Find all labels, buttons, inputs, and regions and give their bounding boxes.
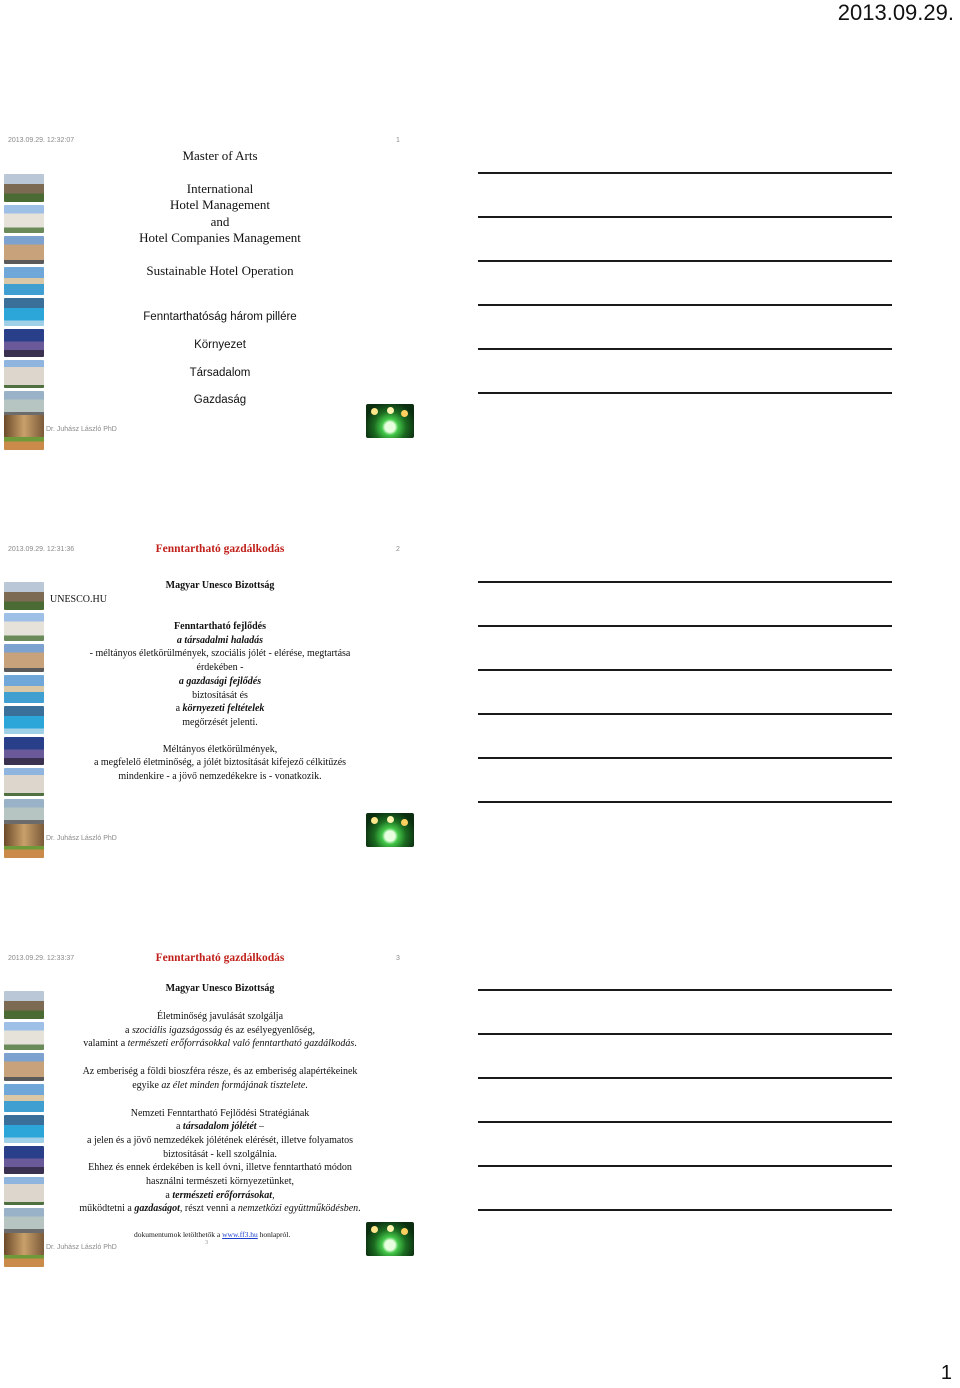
fountain-photo: [366, 404, 414, 438]
note-line: [478, 669, 892, 671]
footer-page-number: 3: [205, 1240, 208, 1246]
body-line: a társadalom jólétét –: [175, 1121, 265, 1133]
note-line: [478, 1165, 892, 1167]
hotel-building-photo: [4, 644, 44, 672]
hotel-tower-photo: [4, 360, 44, 388]
note-line: [478, 216, 892, 218]
org-heading: Magyar Unesco Bizottság: [165, 983, 275, 994]
resort-pool-photo: [4, 1084, 44, 1112]
pillars-heading: Fenntarthatóság három pillére: [143, 311, 297, 323]
body-line: biztosítását és: [192, 689, 248, 701]
note-line: [478, 801, 892, 803]
slide-timestamp: 2013.09.29. 12:33:37: [8, 955, 75, 962]
lobby-photo: [4, 1233, 44, 1255]
note-line: [478, 1121, 892, 1123]
fountain-photo: [366, 1222, 414, 1256]
note-line: [478, 172, 892, 174]
note-line: [478, 713, 892, 715]
photo-strip: [4, 174, 44, 453]
resort-pool-photo: [4, 267, 44, 295]
body-line: Fenntartható fejlődés: [174, 621, 266, 632]
body-line: a természeti erőforrásokat,: [165, 1189, 275, 1201]
body-line: a társadalmi haladás: [176, 634, 264, 646]
hotel-building-photo: [4, 1053, 44, 1081]
body-line: Az emberiség a földi bioszféra része, és az emberiség alapértékeinek: [82, 1066, 358, 1078]
lobby-photo: [4, 415, 44, 437]
title-line: Master of Arts: [182, 148, 258, 163]
note-line: [478, 348, 892, 350]
body-line: biztosítását - kell szolgálnia.: [163, 1148, 277, 1160]
lobby-photo: [4, 824, 44, 846]
website-link[interactable]: www.ff3.hu: [222, 1230, 258, 1239]
hotel-facade-photo: [4, 205, 44, 233]
note-line: [478, 757, 892, 759]
body-line: Ehhez és ennek érdekében is kell óvni, illetve fenntartható módon: [88, 1162, 352, 1174]
title-line: Hotel Management: [170, 197, 270, 212]
body-line: használni természeti környezetünket,: [146, 1176, 294, 1188]
site-label: UNESCO.HU: [50, 594, 107, 605]
church-photo: [4, 1146, 44, 1174]
body-line: megőrzését jelenti.: [182, 716, 258, 728]
body-line: a környezeti feltételek: [175, 703, 265, 715]
fountain-photo: [366, 813, 414, 847]
body-line: a gazdasági fejlődés: [178, 675, 262, 687]
pool-photo: [4, 706, 44, 734]
slide-timestamp: 2013.09.29. 12:31:36: [8, 546, 75, 553]
pool-photo: [4, 298, 44, 326]
castle-photo: [4, 582, 44, 610]
pool-photo: [4, 1115, 44, 1143]
note-line: [478, 260, 892, 262]
notes-lines: [478, 581, 892, 845]
body-line: Méltányos életkörülmények,: [162, 743, 278, 755]
body-line: a megfelelő életminőség, a jólét biztosítását kifejező célkitűzés: [93, 757, 347, 769]
slide-title: Fenntartható gazdálkodás: [155, 952, 285, 964]
hotel-tower-photo: [4, 768, 44, 796]
castle-photo: [4, 991, 44, 1019]
notes-lines: [478, 989, 892, 1253]
note-line: [478, 304, 892, 306]
hotel-facade-photo: [4, 613, 44, 641]
slide-subtitle: Sustainable Hotel Operation: [146, 262, 294, 278]
church-photo: [4, 329, 44, 357]
pillar-item: Gazdaság: [193, 394, 247, 406]
author-footer: Dr. Juhász László PhD: [46, 426, 117, 433]
slide-number: 2: [396, 546, 400, 553]
body-line: egyike az élet minden formájának tisztelete.: [132, 1079, 308, 1091]
slide-body: [40, 1010, 400, 1216]
body-line: a jelen és a jövő nemzedékek jólétének elérését, illetve folyamatos: [87, 1134, 353, 1146]
page-date: 2013.09.29.: [837, 0, 954, 25]
author-footer: Dr. Juhász László PhD: [46, 1244, 117, 1251]
photo-strip: [4, 991, 44, 1270]
pillar-item: Környezet: [194, 339, 246, 351]
note-line: [478, 989, 892, 991]
hotel-building-photo: [4, 236, 44, 264]
church-photo: [4, 737, 44, 765]
hotel-tower-photo: [4, 1177, 44, 1205]
slide-body: [40, 620, 400, 784]
pillar-item: Társadalom: [189, 367, 251, 379]
body-line: Életminőség javulását szolgálja: [156, 1011, 284, 1022]
body-line: mindenkire - a jövő nemzedékekre is - vonatkozik.: [118, 771, 322, 783]
body-line: a szociális igazságosság és az esélyegyenlőség,: [125, 1024, 315, 1036]
castle-photo: [4, 174, 44, 202]
hotel-facade-photo: [4, 1022, 44, 1050]
note-line: [478, 625, 892, 627]
slide-number: 3: [396, 955, 400, 962]
download-note: dokumentumok letölthetők a www.ff3.hu honlapról.: [134, 1230, 291, 1239]
body-line: Nemzeti Fenntartható Fejlődési Stratégiának: [130, 1107, 310, 1119]
body-line: működtetni a gazdaságot, részt venni a nemzetközi együttműködésben.: [79, 1203, 361, 1215]
notes-lines: [478, 172, 892, 436]
org-heading: Magyar Unesco Bizottság: [165, 580, 275, 591]
note-line: [478, 1077, 892, 1079]
title-line: Hotel Companies Management: [139, 230, 301, 245]
body-line: valamint a természeti erőforrásokkal való fenntartható gazdálkodás.: [83, 1038, 357, 1050]
note-line: [478, 392, 892, 394]
slide-title: [40, 148, 400, 279]
resort-pool-photo: [4, 675, 44, 703]
slide-number: 1: [396, 137, 400, 144]
author-footer: Dr. Juhász László PhD: [46, 835, 117, 842]
title-line: International: [186, 180, 254, 196]
body-line: érdekében -: [196, 662, 244, 674]
body-line: - méltányos életkörülmények, szociális jólét - elérése, megtartása: [89, 648, 351, 660]
page-number: 1: [940, 1362, 952, 1384]
hotel-street-photo: [4, 1208, 44, 1236]
note-line: [478, 581, 892, 583]
hotel-street-photo: [4, 799, 44, 827]
title-line: and: [210, 213, 230, 229]
note-line: [478, 1209, 892, 1211]
photo-strip: [4, 582, 44, 861]
note-line: [478, 1033, 892, 1035]
slide-title: Fenntartható gazdálkodás: [155, 543, 285, 555]
slide-timestamp: 2013.09.29. 12:32:07: [8, 137, 75, 144]
